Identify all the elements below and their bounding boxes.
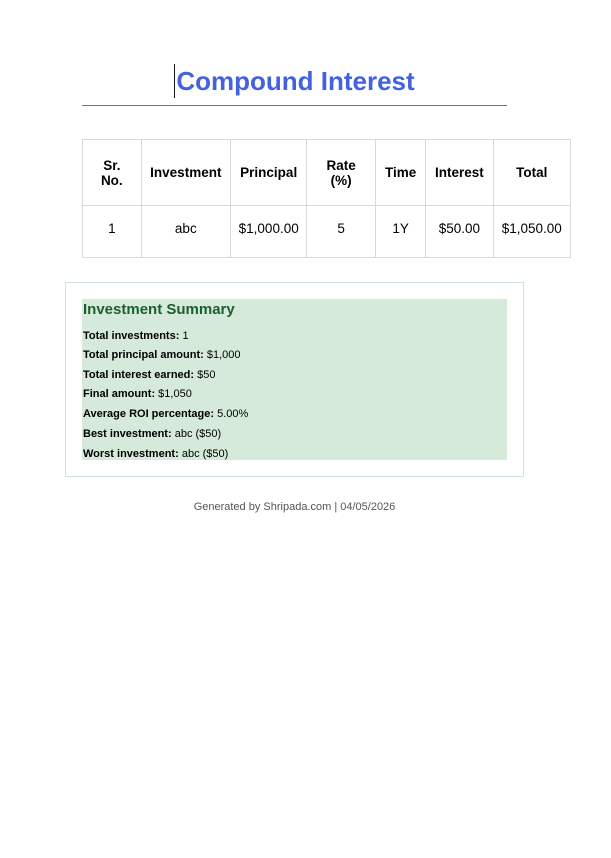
header-investment: Investment xyxy=(141,140,230,206)
header-total: Total xyxy=(493,140,570,206)
summary-label: Total interest earned: xyxy=(83,369,195,381)
summary-value: $50 xyxy=(197,369,216,381)
summary-value: $1,050 xyxy=(158,388,192,400)
cell-total: $1,050.00 xyxy=(493,206,570,258)
header-rate: Rate (%) xyxy=(307,140,376,206)
summary-value: 5.00% xyxy=(217,408,249,420)
page-title[interactable]: Compound Interest xyxy=(176,66,415,96)
summary-label: Average ROI percentage: xyxy=(83,408,215,420)
table-header-row xyxy=(83,140,571,206)
cell-interest: $50.00 xyxy=(426,206,493,258)
title-section xyxy=(82,62,507,106)
header-interest: Interest xyxy=(426,140,493,206)
summary-value: abc ($50) xyxy=(181,448,229,460)
cell-principal: $1,000.00 xyxy=(230,206,306,258)
summary-label: Total investments: xyxy=(83,330,180,342)
cell-investment: abc xyxy=(141,206,230,258)
summary-value: abc ($50) xyxy=(174,428,222,440)
summary-label: Worst investment: xyxy=(83,448,179,460)
summary-label: Total principal amount: xyxy=(83,349,204,361)
header-sr-no: Sr. No. xyxy=(83,140,142,206)
summary-final-amount xyxy=(83,388,192,401)
summary-value: $1,000 xyxy=(206,349,241,361)
summary-worst-investment xyxy=(83,448,228,461)
footer-text: Generated by Shripada.com | 04/05/2026 xyxy=(193,501,396,513)
summary-total-principal xyxy=(83,349,241,362)
summary-best-investment xyxy=(83,428,221,441)
cell-rate: 5 xyxy=(307,206,376,258)
table-row xyxy=(83,206,571,258)
summary-value: 1 xyxy=(182,330,189,342)
summary-total-investments xyxy=(83,330,189,343)
summary-total-interest xyxy=(83,369,215,382)
cell-sr-no: 1 xyxy=(83,206,142,258)
investment-summary-box xyxy=(65,282,524,477)
investment-summary-panel xyxy=(82,299,507,460)
cell-time: 1Y xyxy=(375,206,425,258)
header-time: Time xyxy=(375,140,425,206)
summary-label: Best investment: xyxy=(83,428,172,440)
header-principal: Principal xyxy=(230,140,306,206)
summary-label: Final amount: xyxy=(83,388,156,400)
investment-table xyxy=(82,139,571,258)
summary-average-roi xyxy=(83,408,248,421)
summary-title: Investment Summary xyxy=(83,301,235,318)
